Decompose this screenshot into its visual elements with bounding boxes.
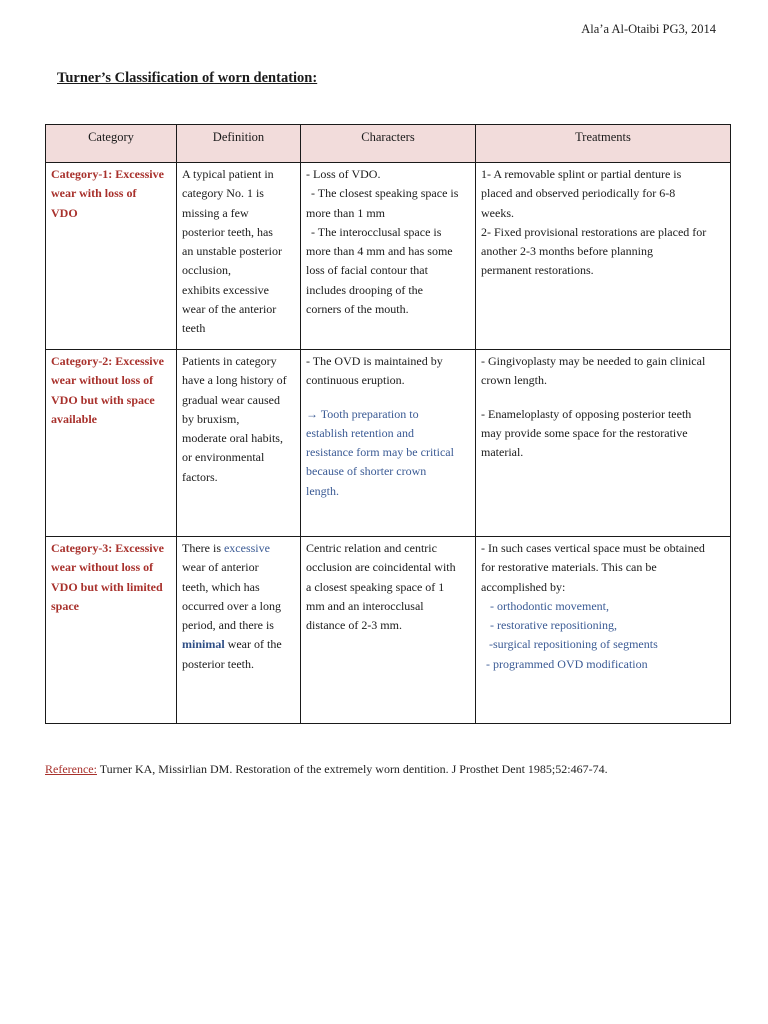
treatment-option: - orthodontic movement,	[490, 598, 609, 613]
definition-text: exhibits excessive	[182, 282, 269, 297]
category-text: wear without loss of	[51, 373, 154, 388]
treatments-text: permanent restorations.	[481, 263, 594, 278]
table-row	[46, 537, 731, 724]
header-category: Category	[46, 125, 177, 163]
definition-text: A typical patient in	[182, 167, 274, 181]
definition-text: moderate oral habits,	[182, 431, 283, 446]
category-text: VDO but with limited	[51, 579, 163, 594]
characters-text: - Loss of VDO.	[306, 167, 381, 181]
author-header: Ala’a Al-Otaibi PG3, 2014	[581, 22, 716, 36]
definition-text: category No. 1 is	[182, 186, 264, 201]
definition-cell	[177, 163, 301, 350]
treatments-text: material.	[481, 445, 524, 460]
characters-text: continuous eruption.	[306, 373, 405, 388]
treatments-text: accomplished by:	[481, 579, 566, 594]
definition-text: occlusion,	[182, 263, 231, 278]
header-characters: Characters	[301, 125, 476, 163]
characters-text: - The interocclusal space is	[311, 224, 442, 239]
category-text: wear with loss of	[51, 186, 137, 201]
category-cell	[46, 537, 177, 724]
table-row	[46, 163, 731, 350]
characters-text: - The OVD is maintained by	[306, 354, 443, 368]
definition-line	[182, 539, 295, 558]
category-text: available	[51, 411, 98, 426]
category-text: VDO	[51, 205, 78, 220]
definition-cell	[177, 537, 301, 724]
definition-text: There is	[182, 541, 224, 555]
definition-text: occurred over a long	[182, 598, 281, 613]
category-text: Category-2: Excessive	[51, 354, 164, 368]
definition-cell	[177, 350, 301, 537]
definition-text: factors.	[182, 469, 218, 484]
header-treatments: Treatments	[476, 125, 731, 163]
definition-text: period, and there is	[182, 618, 274, 633]
definition-text: posterior teeth.	[182, 656, 254, 671]
definition-text: teeth	[182, 321, 206, 336]
definition-line	[182, 635, 295, 654]
reference-label: Reference:	[45, 762, 97, 776]
treatment-option: - restorative repositioning,	[490, 618, 617, 633]
tooth-preparation-note: because of shorter crown	[306, 464, 427, 479]
classification-table	[45, 124, 731, 724]
definition-text: teeth, which has	[182, 579, 260, 594]
treatments-text: another 2-3 months before planning	[481, 244, 653, 259]
treatment-option: - programmed OVD modification	[486, 656, 648, 671]
treatments-text: 1- A removable splint or partial denture is	[481, 167, 682, 181]
treatments-dash: -	[481, 354, 488, 368]
definition-text: missing a few	[182, 205, 249, 220]
definition-text: by bruxism,	[182, 411, 240, 426]
definition-text: Patients in category	[182, 354, 277, 368]
category-text: VDO but with space	[51, 392, 155, 407]
definition-text: wear of the	[224, 637, 282, 652]
treatments-text: - In such cases vertical space must be obtained	[481, 541, 705, 555]
characters-text: loss of facial contour that	[306, 263, 428, 278]
minimal-term: minimal	[182, 637, 225, 652]
characters-text: occlusion are coincidental with	[306, 560, 456, 575]
definition-text: or environmental	[182, 450, 265, 465]
definition-text: posterior teeth, has	[182, 224, 273, 239]
characters-text: corners of the mouth.	[306, 302, 409, 317]
treatments-text: may be needed to gain clinical	[556, 354, 706, 368]
definition-text: gradual wear caused	[182, 392, 280, 407]
reference-citation	[45, 762, 735, 777]
definition-text: wear of anterior	[182, 560, 259, 575]
treatments-text: crown length.	[481, 373, 547, 388]
category-text: Category-3: Excessive	[51, 541, 164, 555]
category-cell	[46, 163, 177, 350]
gingivoplasty-term: Gingivoplasty	[488, 354, 556, 368]
characters-text: Centric relation and centric	[306, 541, 437, 555]
treatment-option: -surgical repositioning of segments	[489, 637, 658, 652]
tooth-preparation-note: → Tooth preparation to	[306, 406, 419, 421]
characters-cell	[301, 163, 476, 350]
treatments-text: may provide some space for the restorative	[481, 425, 688, 440]
characters-cell	[301, 537, 476, 724]
reference-text: Turner KA, Missirlian DM. Restoration of the extremely worn dentition. J Prosthet Dent 1985;52:467-74.	[96, 762, 608, 776]
characters-text: distance of 2-3 mm.	[306, 618, 402, 633]
characters-text: a closest speaking space of 1	[306, 579, 445, 594]
spacer	[306, 391, 470, 405]
table-header-row	[46, 125, 731, 163]
characters-text: mm and an interocclusal	[306, 598, 424, 613]
treatments-text: placed and observed periodically for 6-8	[481, 186, 676, 201]
category-cell	[46, 350, 177, 537]
treatments-text: weeks.	[481, 205, 514, 220]
category-text: space	[51, 598, 79, 613]
definition-text: wear of the anterior	[182, 302, 277, 317]
characters-text: includes drooping of the	[306, 282, 423, 297]
characters-text: more than 1 mm	[306, 205, 385, 220]
category-text: Category-1: Excessive	[51, 167, 164, 181]
tooth-preparation-note: length.	[306, 483, 339, 498]
excessive-term: excessive	[223, 541, 270, 555]
page-title: Turner’s Classification of worn dentation:	[57, 70, 318, 86]
treatments-text: for restorative materials. This can be	[481, 560, 657, 575]
definition-text: an unstable posterior	[182, 244, 282, 259]
characters-cell	[301, 350, 476, 537]
definition-text: have a long history of	[182, 373, 287, 388]
tooth-preparation-note: resistance form may be critical	[306, 445, 454, 460]
treatments-text: - Enameloplasty of opposing posterior teeth	[481, 406, 692, 421]
table-row	[46, 350, 731, 537]
tooth-preparation-note: establish retention and	[306, 425, 414, 440]
category-text: wear without loss of	[51, 560, 154, 575]
treatments-line	[481, 352, 725, 371]
treatments-cell	[476, 350, 731, 537]
characters-text: more than 4 mm and has some	[306, 244, 453, 259]
treatments-cell	[476, 537, 731, 724]
header-definition: Definition	[177, 125, 301, 163]
treatments-cell	[476, 163, 731, 350]
spacer	[481, 391, 725, 405]
characters-text: - The closest speaking space is	[311, 186, 459, 201]
treatments-text: 2- Fixed provisional restorations are placed for	[481, 224, 707, 239]
